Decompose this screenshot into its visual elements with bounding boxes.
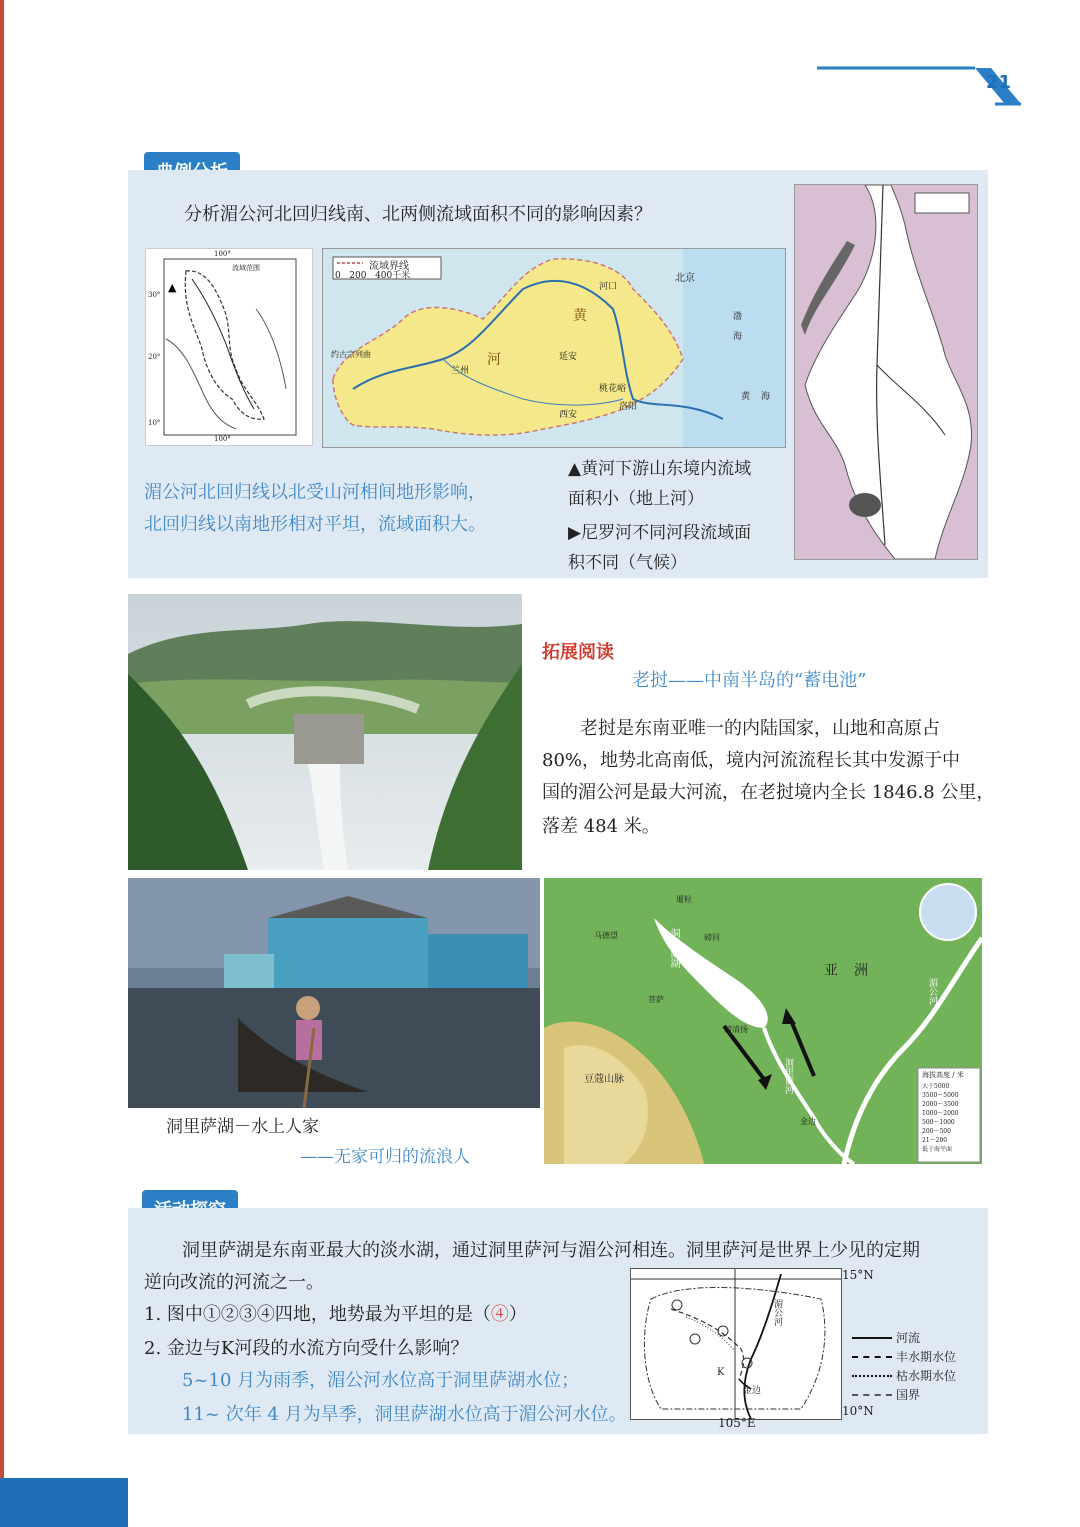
activity-a2-line-1: 5~10 月为雨季，湄公河水位高于洞里萨湖水位； [182,1370,580,1391]
activity-map-legend [852,1328,972,1404]
mekong-legend: 流域范围 [232,264,260,272]
legend-low-water [852,1366,972,1385]
mekong-basin-outline [146,249,312,445]
legend-low-water-line [852,1375,892,1377]
relief-legend-item: 21～200 [922,1137,948,1144]
extended-reading-subtitle: 老挝——中南半岛的“蓄电池” [632,670,867,691]
label-tonle-sap-river: 洞里萨河 [783,1058,793,1094]
label-huang-sea: 黄 [741,392,751,402]
legend-river-label: 河流 [896,1331,921,1345]
page-corner-bar [0,1478,128,1527]
activity-q1-close: ） [508,1304,527,1325]
legend-border-line [852,1394,892,1396]
activity-map-shapes [631,1269,841,1419]
yellow-scale: 0 200 400千米 [335,271,411,281]
legend-border-label: 国界 [896,1388,921,1402]
label-yueguzonglie: 约古宗列曲 [331,350,371,359]
label-pursat: 菩萨 [648,995,664,1004]
label-he-1: 河 [487,352,501,368]
legend-river [852,1328,972,1347]
legend-high-water-line [852,1356,892,1358]
relief-legend-item: 低于海平面 [922,1146,953,1153]
activity-lon: 105°E [718,1416,756,1430]
label-tonle-sap-lake: 洞里萨湖 [668,928,679,968]
legend-river-line [852,1337,892,1339]
page-edge-rule [0,0,4,1527]
floating-houses-photo [128,878,540,1108]
activity-map-city: 金边 [743,1386,762,1396]
houses-subcaption: ——无家可归的流浪人 [300,1147,470,1167]
answer-line-2: 北回归线以南地形相对平坦，流域面积大。 [144,514,486,535]
label-battambang: 马德望 [594,931,618,940]
nile-basin-shape [795,185,977,559]
activity-a2-line-2: 11~ 次年 4 月为旱季，洞里萨湖水位高于湄公河水位。 [182,1404,627,1425]
tonle-sap-relief-map [544,878,982,1164]
tonle-sap-relief-shapes [544,878,982,1164]
page-number: 21 [986,72,1012,93]
mekong-lon-bottom: 100° [214,435,231,443]
extended-reading-tag: 拓展阅读 [542,642,614,663]
activity-intro-1: 洞里萨湖是东南亚最大的淡水湖，通过洞里萨河与湄公河相连。洞里萨河是世界上少见的定期 [182,1240,920,1261]
relief-legend-title: 海拔高度 / 米 [922,1071,964,1079]
label-luoyang: 洛阳 [619,402,638,412]
activity-q2: 2. 金边与K河段的水流方向受什么影响？ [144,1338,469,1359]
case-study-question: 分析湄公河北回归线南、北两侧流域面积不同的影响因素？ [184,204,652,225]
laos-para-line-4: 落差 484 米。 [542,816,660,837]
legend-high-water-label: 丰水期水位 [896,1350,957,1364]
dam-photo-image [128,594,522,870]
relief-legend-item: 200～500 [922,1128,951,1135]
label-mekong: 湄公河 [927,978,937,1005]
houses-caption: 洞里萨湖－水上人家 [166,1117,319,1137]
label-siem-reap: 暹粒 [676,895,692,904]
legend-low-water-label: 枯水期水位 [896,1369,957,1383]
label-yanan: 延安 [559,352,578,362]
note-nile-2: 积不同（气候） [568,553,687,573]
relief-legend [922,1082,978,1154]
activity-map-k: K [717,1367,725,1378]
legend-border [852,1385,972,1404]
legend-high-water [852,1347,972,1366]
mekong-lat-10: 10° [148,419,161,427]
activity-map-river: 湄公河 [772,1299,782,1326]
answer-line-1: 湄公河北回归线以北受山河相间地形影响， [144,482,486,503]
floating-houses-image [128,878,540,1108]
label-phnom-penh: 金边 [800,1117,816,1126]
mekong-basin-map [145,248,313,446]
label-huang-1: 黄 [573,308,587,324]
activity-intro-2: 逆向改流的河流之一。 [144,1272,324,1293]
activity-lat-bottom: 10°N [842,1404,874,1418]
mekong-lon-top: 100° [214,250,231,258]
label-taohuayu: 桃花峪 [599,384,627,394]
activity-lat-top: 15°N [842,1268,874,1282]
mekong-lat-30: 30° [148,291,161,299]
relief-legend-item: 3500～5000 [922,1092,959,1099]
activity-q1 [144,1300,527,1326]
label-lanzhou: 兰州 [451,366,470,376]
laos-para-line-2: 80%，地势北高南低，境内河流流程长其中发源于中 [542,750,961,771]
label-asia-1: 亚 [824,963,838,979]
relief-legend-item: 1000～2000 [922,1110,959,1117]
note-yellow-1: ▲黄河下游山东境内流域 [568,459,752,479]
relief-legend-item: 2000～3500 [922,1101,959,1108]
label-asia-2: 洲 [854,963,868,979]
activity-q1-text: 1. 图中①②③④四地，地势最为平坦的是（ [144,1304,491,1325]
label-bo: 渤 [733,312,743,322]
label-hai-2: 海 [761,392,771,402]
relief-legend-item: 大于5000 [922,1083,950,1090]
note-yellow-2: 面积小（地上河） [568,489,704,509]
dam-photo [128,594,522,870]
nile-basin-map [794,184,978,560]
yellow-river-basin-map [322,248,786,448]
label-hekou: 河口 [599,282,618,292]
activity-map [630,1268,842,1420]
note-nile-1: ▶尼罗河不同河段流域面 [568,523,752,543]
yellow-legend-title: 流域界线 [369,261,409,272]
label-kampong-thom: 磅同 [704,933,720,942]
laos-para-line-1: 老挝是东南亚唯一的内陆国家，山地和高原占 [580,718,940,739]
label-beijing: 北京 [675,273,695,284]
svg-text:▲: ▲ [168,281,177,294]
label-xian: 西安 [559,410,578,420]
relief-legend-item: 500～1000 [922,1119,955,1126]
label-hai-1: 海 [733,332,743,342]
activity-q1-answer: ④ [490,1304,509,1325]
mekong-lat-20: 20° [148,353,161,361]
label-cardamom: 豆蔻山脉 [584,1074,624,1085]
laos-para-line-3: 国的湄公河是最大河流，在老挝境内全长 1846.8 公里， [542,782,995,803]
label-kampong-chhnang: 磅清扬 [724,1025,748,1034]
